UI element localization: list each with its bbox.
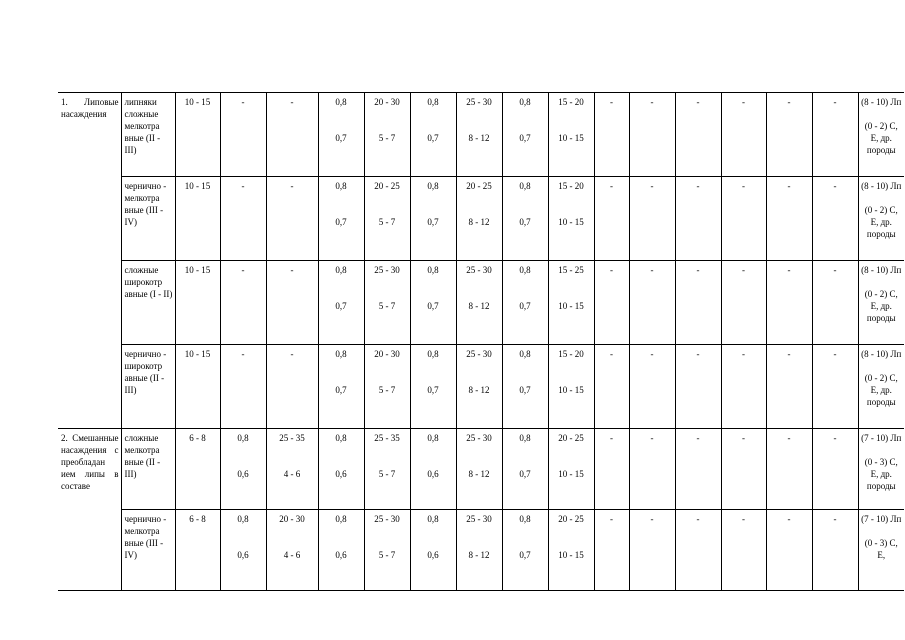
- cell-value-top: 0,8: [519, 349, 531, 359]
- value-cell: [629, 429, 675, 510]
- cell-value-top: 0,8: [237, 514, 249, 524]
- cell-value-bottom: 8 - 12: [468, 217, 490, 227]
- cell-value-top: -: [742, 349, 745, 359]
- cell-value-top: 20 - 25: [374, 181, 400, 191]
- cell-value-bottom: 0,7: [335, 133, 347, 143]
- value-cell: [318, 345, 364, 429]
- cell-value-top: -: [696, 97, 700, 107]
- cell-value-bottom: 5 - 7: [378, 301, 396, 311]
- value-cell: [721, 429, 766, 510]
- cell-value-top: -: [833, 97, 837, 107]
- cell-value-top: 0,8: [335, 181, 347, 191]
- value-cell: [364, 261, 410, 345]
- cell-value-top: 20 - 30: [374, 97, 400, 107]
- cell-value-bottom: 5 - 7: [378, 217, 396, 227]
- value-cell: [456, 429, 502, 510]
- cell-value-bottom: 0,6: [427, 469, 439, 479]
- value-cell: [721, 261, 766, 345]
- cell-value-top: 0,8: [519, 97, 531, 107]
- value-cell: [812, 429, 858, 510]
- cell-value-top: 20 - 30: [374, 349, 400, 359]
- value-cell: [410, 93, 456, 177]
- value-cell: [318, 510, 364, 591]
- value-cell: [410, 177, 456, 261]
- value-cell: [456, 510, 502, 591]
- cell-value-bottom: 5 - 7: [378, 469, 396, 479]
- value-cell: [364, 429, 410, 510]
- value-cell: [318, 261, 364, 345]
- composition-cell: [858, 261, 904, 345]
- composition-other: (0 - 3) С, Е, др. породы: [864, 457, 898, 491]
- cell-value-top: 10 - 15: [184, 181, 211, 191]
- value-cell: [766, 345, 812, 429]
- value-cell: [548, 93, 594, 177]
- cell-value-bottom: 0,6: [335, 469, 347, 479]
- cell-value-top: 25 - 30: [466, 97, 492, 107]
- value-cell: [318, 429, 364, 510]
- value-cell: [766, 93, 812, 177]
- value-cell: [675, 345, 721, 429]
- cell-value-top: 0,8: [427, 97, 439, 107]
- value-cell: [220, 345, 266, 429]
- value-cell: [766, 429, 812, 510]
- cell-value-top: -: [787, 181, 791, 191]
- cell-value-top: 0,8: [335, 514, 347, 524]
- cell-value-top: -: [787, 349, 791, 359]
- cell-value-top: 15 - 20: [558, 97, 584, 107]
- value-cell: [266, 510, 318, 591]
- value-cell: [548, 429, 594, 510]
- value-cell: [364, 345, 410, 429]
- cell-value-top: -: [742, 97, 745, 107]
- composition-main: (7 - 10) Лп: [861, 433, 902, 443]
- cell-value-top: -: [610, 181, 613, 191]
- value-cell: [502, 177, 548, 261]
- cell-value-top: 0,8: [427, 181, 439, 191]
- cell-value-bottom: 10 - 15: [558, 301, 584, 311]
- cell-value-top: -: [241, 97, 245, 107]
- value-cell: [175, 93, 220, 177]
- cell-value-top: 25 - 35: [374, 433, 400, 443]
- cell-value-bottom: 0,6: [427, 550, 439, 560]
- value-cell: [548, 510, 594, 591]
- composition-cell: [858, 93, 904, 177]
- value-cell: [594, 429, 629, 510]
- value-cell: [175, 510, 220, 591]
- cell-value-top: 6 - 8: [189, 514, 206, 524]
- table-row: [58, 261, 904, 345]
- cell-value-top: 25 - 30: [374, 265, 400, 275]
- value-cell: [721, 510, 766, 591]
- cell-value-bottom: 5 - 7: [378, 385, 396, 395]
- cell-value-bottom: 10 - 15: [558, 469, 584, 479]
- cell-value-top: 0,8: [519, 181, 531, 191]
- forest-type-cell: сложные широкотр авные (I - II): [121, 261, 175, 345]
- cell-value-top: -: [696, 514, 700, 524]
- cell-value-bottom: 0,6: [335, 550, 347, 560]
- composition-cell: [858, 177, 904, 261]
- group-name-cell: 2. Смешанные насаждения с преобладан ием липы в составе: [58, 429, 121, 591]
- value-cell: [220, 510, 266, 591]
- cell-value-top: -: [290, 181, 294, 191]
- value-cell: [629, 345, 675, 429]
- cell-value-top: 10 - 15: [184, 349, 211, 359]
- cell-value-bottom: 0,7: [427, 217, 439, 227]
- value-cell: [175, 429, 220, 510]
- cell-value-top: -: [787, 97, 791, 107]
- table-row: [58, 177, 904, 261]
- value-cell: [410, 429, 456, 510]
- value-cell: [766, 261, 812, 345]
- forest-type-cell: чернично - мелкотра вные (III - IV): [121, 510, 175, 591]
- value-cell: [812, 261, 858, 345]
- cell-value-top: -: [833, 433, 837, 443]
- cell-value-top: -: [833, 349, 837, 359]
- cell-value-bottom: 10 - 15: [558, 550, 584, 560]
- value-cell: [175, 261, 220, 345]
- cell-value-bottom: 0,7: [427, 301, 439, 311]
- cell-value-bottom: 5 - 7: [378, 133, 396, 143]
- cell-value-bottom: 8 - 12: [468, 469, 490, 479]
- cell-value-bottom: 0,6: [237, 550, 249, 560]
- value-cell: [456, 93, 502, 177]
- value-cell: [675, 261, 721, 345]
- value-cell: [502, 429, 548, 510]
- value-cell: [594, 93, 629, 177]
- cell-value-top: 10 - 15: [184, 265, 211, 275]
- value-cell: [318, 177, 364, 261]
- cell-value-top: 15 - 20: [558, 181, 584, 191]
- cell-value-top: -: [833, 514, 837, 524]
- cell-value-top: 20 - 25: [466, 181, 492, 191]
- value-cell: [502, 510, 548, 591]
- value-cell: [629, 177, 675, 261]
- value-cell: [594, 261, 629, 345]
- composition-other: (0 - 2) С, Е, др. породы: [864, 121, 898, 155]
- cell-value-top: -: [610, 349, 613, 359]
- value-cell: [629, 261, 675, 345]
- forest-type-cell: липняки сложные мелкотра вные (II - III): [121, 93, 175, 177]
- cell-value-bottom: 0,7: [335, 217, 347, 227]
- composition-other: (0 - 2) С, Е, др. породы: [864, 373, 898, 407]
- value-cell: [721, 177, 766, 261]
- cell-value-top: 0,8: [427, 265, 439, 275]
- composition-main: (8 - 10) Лп: [861, 349, 902, 359]
- cell-value-bottom: 0,7: [335, 385, 347, 395]
- value-cell: [594, 177, 629, 261]
- cell-value-bottom: 4 - 6: [283, 469, 301, 479]
- cell-value-top: 25 - 35: [279, 433, 305, 443]
- cell-value-top: -: [610, 97, 613, 107]
- cell-value-top: 6 - 8: [189, 433, 206, 443]
- cell-value-top: -: [610, 433, 613, 443]
- cell-value-bottom: 5 - 7: [378, 550, 396, 560]
- cell-value-bottom: 10 - 15: [558, 133, 584, 143]
- cell-value-top: 0,8: [335, 349, 347, 359]
- value-cell: [364, 177, 410, 261]
- cell-value-top: 25 - 30: [466, 433, 492, 443]
- cell-value-bottom: 8 - 12: [468, 133, 490, 143]
- composition-cell: [858, 345, 904, 429]
- value-cell: [548, 345, 594, 429]
- cell-value-top: -: [241, 349, 245, 359]
- cell-value-top: -: [610, 514, 613, 524]
- value-cell: [502, 345, 548, 429]
- value-cell: [220, 429, 266, 510]
- cell-value-top: 0,8: [427, 514, 439, 524]
- cell-value-top: -: [696, 265, 700, 275]
- value-cell: [548, 261, 594, 345]
- value-cell: [812, 510, 858, 591]
- cell-value-bottom: 0,7: [519, 469, 531, 479]
- cell-value-top: 20 - 25: [558, 433, 584, 443]
- value-cell: [675, 510, 721, 591]
- value-cell: [220, 93, 266, 177]
- composition-other: (0 - 2) С, Е, др. породы: [864, 205, 898, 239]
- cell-value-bottom: 0,7: [427, 133, 439, 143]
- cell-value-top: -: [610, 265, 613, 275]
- cell-value-top: -: [787, 433, 791, 443]
- value-cell: [364, 510, 410, 591]
- cell-value-bottom: 0,7: [519, 301, 531, 311]
- cell-value-top: -: [742, 514, 745, 524]
- table-row: [58, 93, 904, 177]
- cell-value-bottom: 0,6: [237, 469, 249, 479]
- cell-value-bottom: 0,7: [519, 133, 531, 143]
- table-row: [58, 510, 904, 591]
- cell-value-bottom: 8 - 12: [468, 301, 490, 311]
- value-cell: [410, 261, 456, 345]
- composition-main: (8 - 10) Лп: [861, 265, 902, 275]
- cell-value-top: 0,8: [427, 433, 439, 443]
- value-cell: [175, 177, 220, 261]
- value-cell: [502, 93, 548, 177]
- value-cell: [629, 510, 675, 591]
- cell-value-bottom: 8 - 12: [468, 550, 490, 560]
- value-cell: [594, 345, 629, 429]
- cell-value-top: -: [650, 97, 654, 107]
- value-cell: [721, 345, 766, 429]
- cell-value-top: 25 - 30: [374, 514, 400, 524]
- value-cell: [266, 429, 318, 510]
- value-cell: [675, 93, 721, 177]
- cell-value-top: -: [696, 181, 700, 191]
- table-row: [58, 345, 904, 429]
- cell-value-top: -: [650, 349, 654, 359]
- forest-type-cell: чернично - мелкотра вные (III - IV): [121, 177, 175, 261]
- value-cell: [812, 177, 858, 261]
- cell-value-bottom: 0,7: [427, 385, 439, 395]
- value-cell: [266, 93, 318, 177]
- composition-main: (8 - 10) Лп: [861, 97, 902, 107]
- cell-value-top: 10 - 15: [184, 97, 211, 107]
- value-cell: [266, 345, 318, 429]
- value-cell: [766, 177, 812, 261]
- cell-value-top: 0,8: [519, 514, 531, 524]
- cell-value-top: -: [290, 349, 294, 359]
- cell-value-top: -: [696, 433, 700, 443]
- cell-value-top: -: [290, 265, 294, 275]
- cell-value-top: -: [650, 433, 654, 443]
- value-cell: [548, 177, 594, 261]
- value-cell: [220, 261, 266, 345]
- value-cell: [502, 261, 548, 345]
- cell-value-top: -: [241, 265, 245, 275]
- group-name-cell: 1. Липовые насаждения: [58, 93, 121, 429]
- cell-value-bottom: 0,7: [335, 301, 347, 311]
- cell-value-top: 0,8: [335, 97, 347, 107]
- value-cell: [220, 177, 266, 261]
- cell-value-bottom: 0,7: [519, 550, 531, 560]
- composition-main: (7 - 10) Лп: [861, 514, 902, 524]
- cell-value-top: -: [290, 97, 294, 107]
- cell-value-top: 25 - 30: [466, 349, 492, 359]
- table-row: [58, 429, 904, 510]
- value-cell: [318, 93, 364, 177]
- cell-value-bottom: 10 - 15: [558, 217, 584, 227]
- cell-value-top: -: [650, 514, 654, 524]
- value-cell: [175, 345, 220, 429]
- cell-value-top: 20 - 25: [558, 514, 584, 524]
- cell-value-top: 0,8: [335, 433, 347, 443]
- cell-value-top: 0,8: [519, 433, 531, 443]
- forest-stand-table: [58, 92, 904, 591]
- value-cell: [675, 177, 721, 261]
- value-cell: [766, 510, 812, 591]
- cell-value-top: -: [742, 433, 745, 443]
- cell-value-top: 15 - 20: [558, 349, 584, 359]
- value-cell: [456, 345, 502, 429]
- value-cell: [266, 177, 318, 261]
- cell-value-top: 0,8: [519, 265, 531, 275]
- composition-main: (8 - 10) Лп: [861, 181, 902, 191]
- cell-value-bottom: 8 - 12: [468, 385, 490, 395]
- cell-value-top: -: [833, 265, 837, 275]
- value-cell: [812, 93, 858, 177]
- composition-other: (0 - 3) С, Е,: [864, 538, 898, 560]
- cell-value-bottom: 0,7: [519, 217, 531, 227]
- value-cell: [456, 261, 502, 345]
- cell-value-top: 25 - 30: [466, 265, 492, 275]
- cell-value-top: 0,8: [427, 349, 439, 359]
- cell-value-top: -: [650, 181, 654, 191]
- cell-value-top: -: [833, 181, 837, 191]
- forest-type-cell: чернично - широкотр авные (II - III): [121, 345, 175, 429]
- value-cell: [456, 177, 502, 261]
- forest-type-cell: сложные мелкотра вные (II - III): [121, 429, 175, 510]
- value-cell: [594, 510, 629, 591]
- cell-value-top: 20 - 30: [279, 514, 305, 524]
- cell-value-bottom: 0,7: [519, 385, 531, 395]
- composition-other: (0 - 2) С, Е, др. породы: [864, 289, 898, 323]
- cell-value-bottom: 4 - 6: [283, 550, 301, 560]
- cell-value-top: 15 - 25: [558, 265, 584, 275]
- cell-value-top: -: [742, 265, 745, 275]
- cell-value-top: 0,8: [335, 265, 347, 275]
- cell-value-top: -: [650, 265, 654, 275]
- value-cell: [266, 261, 318, 345]
- cell-value-bottom: 10 - 15: [558, 385, 584, 395]
- cell-value-top: -: [742, 181, 745, 191]
- value-cell: [721, 93, 766, 177]
- composition-cell: [858, 429, 904, 510]
- cell-value-top: -: [787, 514, 791, 524]
- cell-value-top: -: [241, 181, 245, 191]
- cell-value-top: 25 - 30: [466, 514, 492, 524]
- value-cell: [410, 345, 456, 429]
- cell-value-top: -: [696, 349, 700, 359]
- value-cell: [410, 510, 456, 591]
- composition-cell: [858, 510, 904, 591]
- value-cell: [629, 93, 675, 177]
- value-cell: [675, 429, 721, 510]
- cell-value-top: 0,8: [237, 433, 249, 443]
- cell-value-top: -: [787, 265, 791, 275]
- value-cell: [364, 93, 410, 177]
- value-cell: [812, 345, 858, 429]
